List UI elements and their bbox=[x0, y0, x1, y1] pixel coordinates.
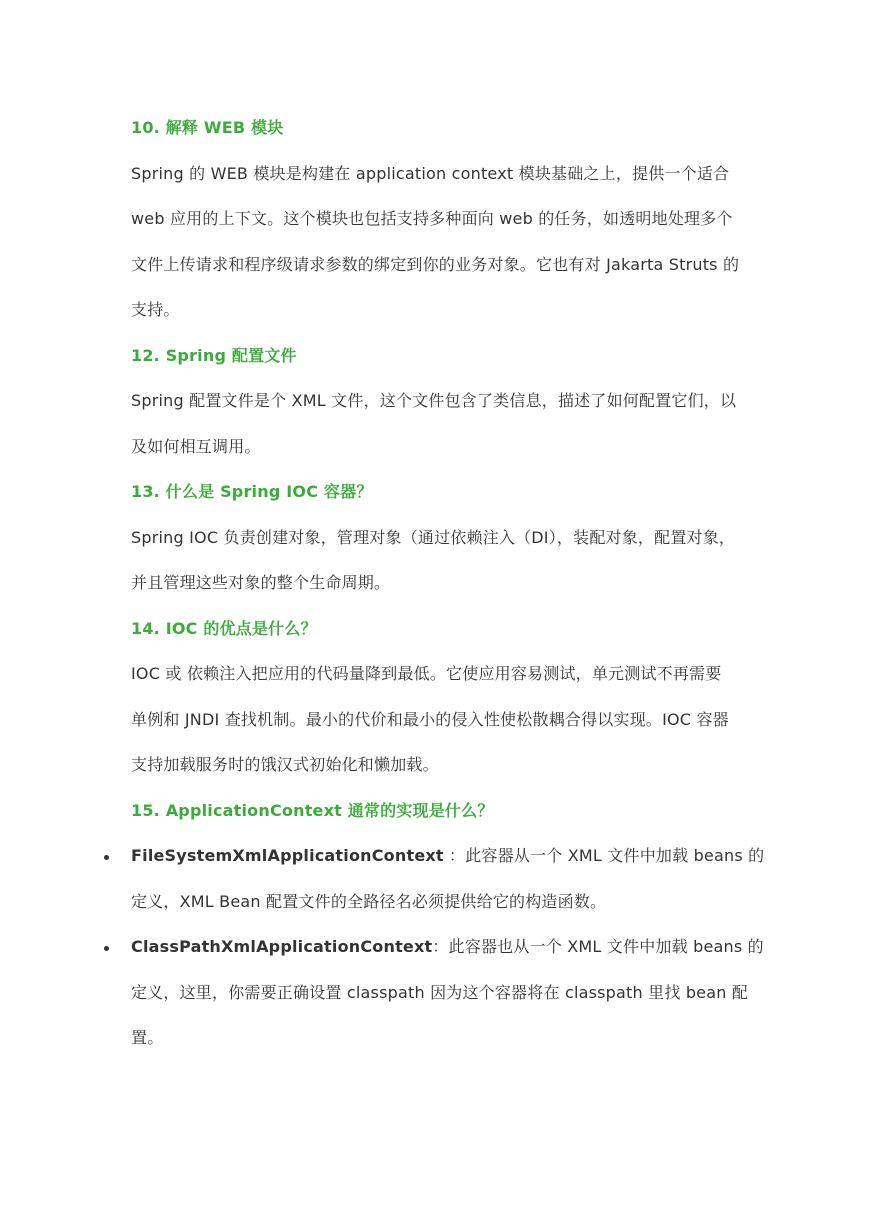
section-heading-13: 13. 什么是 Spring IOC 容器？ bbox=[131, 482, 373, 501]
paragraph-line: 并且管理这些对象的整个生命周期。 bbox=[131, 573, 391, 592]
paragraph-line: IOC 或 依赖注入把应用的代码量降到最低。它使应用容易测试，单元测试不再需要 bbox=[131, 664, 722, 683]
section-heading-15: 15. ApplicationContext 通常的实现是什么？ bbox=[131, 801, 494, 820]
bullet-item-line bbox=[131, 844, 764, 868]
bullet-term: FileSystemXmlApplicationContext bbox=[131, 846, 444, 865]
bullet-continuation-line: 定义，这里，你需要正确设置 classpath 因为这个容器将在 classpath 里找 bean 配 bbox=[131, 983, 749, 1002]
paragraph-line: 文件上传请求和程序级请求参数的绑定到你的业务对象。它也有对 Jakarta Struts 的 bbox=[131, 255, 740, 274]
section-heading-10: 10. 解释 WEB 模块 bbox=[131, 118, 284, 137]
bullet-continuation-line: 置。 bbox=[131, 1028, 164, 1047]
bullet-continuation-line: 定义，XML Bean 配置文件的全路径名必须提供给它的构造函数。 bbox=[131, 892, 607, 911]
bullet-text: ：此容器也从一个 XML 文件中加载 beans 的 bbox=[432, 937, 764, 956]
section-heading-14: 14. IOC 的优点是什么？ bbox=[131, 619, 317, 638]
paragraph-line: 单例和 JNDI 查找机制。最小的代价和最小的侵入性使松散耦合得以实现。IOC 容器 bbox=[131, 710, 729, 729]
bullet-item-line bbox=[131, 935, 764, 959]
paragraph-line: 支持加载服务时的饿汉式初始化和懒加载。 bbox=[131, 755, 439, 774]
paragraph-line: Spring 的 WEB 模块是构建在 application context 模块基础之上，提供一个适合 bbox=[131, 164, 730, 183]
bullet-icon bbox=[104, 855, 109, 860]
section-heading-12: 12. Spring 配置文件 bbox=[131, 346, 297, 365]
bullet-icon bbox=[104, 946, 109, 951]
paragraph-line: 支持。 bbox=[131, 300, 180, 319]
bullet-text: ：此容器从一个 XML 文件中加载 beans 的 bbox=[443, 846, 765, 865]
paragraph-line: web 应用的上下文。这个模块也包括支持多种面向 web 的任务，如透明地处理多个 bbox=[131, 209, 733, 228]
bullet-term: ClassPathXmlApplicationContext bbox=[131, 937, 433, 956]
paragraph-line: 及如何相互调用。 bbox=[131, 437, 261, 456]
paragraph-line: Spring 配置文件是个 XML 文件，这个文件包含了类信息，描述了如何配置它们，以 bbox=[131, 391, 737, 410]
paragraph-line: Spring IOC 负责创建对象，管理对象（通过依赖注入（DI），装配对象，配置对象， bbox=[131, 528, 736, 547]
